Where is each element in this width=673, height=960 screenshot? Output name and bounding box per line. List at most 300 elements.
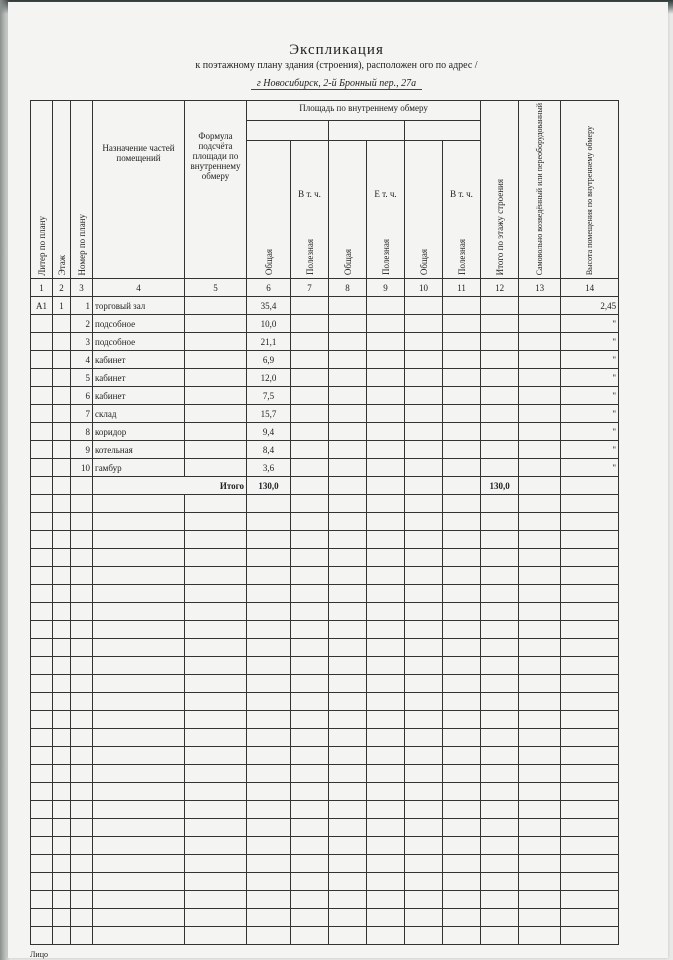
empty-cell (405, 405, 443, 423)
empty-cell (367, 351, 405, 369)
empty-cell (443, 423, 481, 441)
empty-cell (561, 855, 619, 873)
header-v-tch-2: В т. ч. Полезная (443, 141, 481, 279)
empty-cell (519, 351, 561, 369)
empty-cell (31, 837, 53, 855)
height-cell: " (561, 423, 619, 441)
empty-cell (291, 675, 329, 693)
empty-cell (519, 909, 561, 927)
empty-cell (71, 729, 93, 747)
empty-cell (561, 909, 619, 927)
empty-cell (405, 513, 443, 531)
empty-cell (53, 855, 71, 873)
empty-cell (185, 891, 247, 909)
empty-cell (367, 459, 405, 477)
empty-cell (519, 567, 561, 585)
empty-cell (519, 675, 561, 693)
empty-cell (561, 819, 619, 837)
empty-cell (443, 369, 481, 387)
empty-cell (519, 369, 561, 387)
empty-cell (329, 783, 367, 801)
empty-cell (31, 549, 53, 567)
empty-cell (561, 495, 619, 513)
empty-cell (53, 513, 71, 531)
header-v-tch-1: В т. ч. Полезная (291, 141, 329, 279)
etazh-cell (53, 459, 71, 477)
empty-cell (367, 297, 405, 315)
formula-cell (185, 459, 247, 477)
empty-row (31, 621, 619, 639)
formula-cell (185, 387, 247, 405)
empty-cell (561, 603, 619, 621)
empty-cell (367, 513, 405, 531)
empty-cell (31, 819, 53, 837)
empty-cell (561, 891, 619, 909)
empty-cell (519, 387, 561, 405)
header-etazh: Этаж (53, 101, 71, 279)
height-cell: " (561, 459, 619, 477)
empty-cell (247, 495, 291, 513)
explication-table (30, 100, 619, 945)
empty-cell (561, 549, 619, 567)
empty-row (31, 909, 619, 927)
empty-cell (367, 585, 405, 603)
nomer-cell: 7 (71, 405, 93, 423)
empty-cell (247, 837, 291, 855)
empty-cell (53, 837, 71, 855)
empty-cell (53, 873, 71, 891)
empty-cell (405, 855, 443, 873)
header-spacer-1 (247, 121, 329, 141)
empty-cell (93, 531, 185, 549)
empty-cell (367, 729, 405, 747)
empty-cell (367, 441, 405, 459)
empty-cell (561, 585, 619, 603)
empty-cell (481, 567, 519, 585)
naznachenie-cell: коридор (93, 423, 185, 441)
header-formula: Формула подсчёта площади по внутреннему обмеру (185, 101, 247, 279)
empty-cell (443, 441, 481, 459)
empty-cell (329, 621, 367, 639)
empty-cell (519, 297, 561, 315)
empty-cell (519, 837, 561, 855)
empty-cell (405, 927, 443, 945)
empty-cell (443, 747, 481, 765)
empty-cell (481, 441, 519, 459)
empty-cell (291, 315, 329, 333)
empty-row (31, 711, 619, 729)
empty-cell (93, 855, 185, 873)
empty-cell (561, 801, 619, 819)
empty-cell (329, 531, 367, 549)
empty-cell (561, 747, 619, 765)
empty-cell (31, 675, 53, 693)
empty-cell (53, 693, 71, 711)
empty-cell (481, 711, 519, 729)
empty-cell (247, 675, 291, 693)
empty-cell (53, 603, 71, 621)
empty-cell (329, 855, 367, 873)
etazh-cell: 1 (53, 297, 71, 315)
empty-cell (481, 585, 519, 603)
empty-cell (443, 513, 481, 531)
empty-cell (443, 333, 481, 351)
empty-cell (53, 567, 71, 585)
empty-cell (185, 801, 247, 819)
empty-cell (367, 567, 405, 585)
empty-row (31, 693, 619, 711)
empty-cell (519, 693, 561, 711)
empty-cell (405, 297, 443, 315)
empty-cell (481, 495, 519, 513)
empty-cell (31, 873, 53, 891)
total-area: 130,0 (247, 477, 291, 495)
empty-cell (185, 495, 247, 513)
empty-cell (481, 819, 519, 837)
empty-cell (93, 675, 185, 693)
empty-cell (561, 927, 619, 945)
empty-cell (443, 729, 481, 747)
empty-cell (291, 657, 329, 675)
empty-cell (329, 567, 367, 585)
empty-cell (405, 747, 443, 765)
empty-cell (443, 675, 481, 693)
etazh-cell (53, 333, 71, 351)
empty-cell (185, 819, 247, 837)
empty-cell (367, 333, 405, 351)
empty-cell (481, 729, 519, 747)
nomer-cell: 1 (71, 297, 93, 315)
empty-cell (561, 621, 619, 639)
empty-cell (247, 711, 291, 729)
empty-cell (405, 549, 443, 567)
empty-cell (561, 693, 619, 711)
empty-cell (31, 729, 53, 747)
empty-cell (53, 891, 71, 909)
header-nomer: Номер по плану (71, 101, 93, 279)
empty-cell (405, 441, 443, 459)
empty-cell (291, 621, 329, 639)
nomer-cell: 5 (71, 369, 93, 387)
empty-cell (291, 729, 329, 747)
empty-cell (367, 657, 405, 675)
empty-cell (53, 909, 71, 927)
table-row (31, 387, 619, 405)
empty-row (31, 657, 619, 675)
empty-cell (247, 657, 291, 675)
empty-row (31, 783, 619, 801)
empty-cell (185, 675, 247, 693)
empty-cell (443, 459, 481, 477)
empty-cell (519, 495, 561, 513)
empty-cell (71, 549, 93, 567)
empty-row (31, 675, 619, 693)
empty-cell (443, 531, 481, 549)
empty-cell (185, 855, 247, 873)
empty-cell (185, 531, 247, 549)
empty-cell (329, 675, 367, 693)
empty-cell (405, 531, 443, 549)
empty-cell (291, 783, 329, 801)
empty-cell (93, 513, 185, 531)
empty-cell (519, 315, 561, 333)
empty-cell (367, 711, 405, 729)
empty-cell (31, 639, 53, 657)
empty-cell (443, 783, 481, 801)
empty-cell (481, 639, 519, 657)
empty-row (31, 765, 619, 783)
etazh-cell (53, 423, 71, 441)
empty-cell (329, 351, 367, 369)
empty-cell (291, 855, 329, 873)
empty-cell (519, 459, 561, 477)
empty-cell (53, 801, 71, 819)
liter-cell: А1 (31, 297, 53, 315)
empty-cell (561, 729, 619, 747)
empty-cell (291, 351, 329, 369)
area-cell: 10,0 (247, 315, 291, 333)
empty-cell (329, 297, 367, 315)
empty-cell (367, 549, 405, 567)
empty-cell (291, 765, 329, 783)
empty-cell (291, 405, 329, 423)
empty-cell (481, 747, 519, 765)
empty-cell (519, 819, 561, 837)
empty-cell (31, 567, 53, 585)
empty-cell (443, 819, 481, 837)
empty-cell (367, 873, 405, 891)
empty-cell (481, 333, 519, 351)
naznachenie-cell: кабинет (93, 351, 185, 369)
empty-cell (329, 315, 367, 333)
naznachenie-cell: торговый зал (93, 297, 185, 315)
empty-cell (71, 693, 93, 711)
empty-cell (93, 693, 185, 711)
empty-cell (405, 693, 443, 711)
empty-cell (405, 567, 443, 585)
empty-cell (443, 549, 481, 567)
formula-cell (185, 441, 247, 459)
empty-cell (185, 747, 247, 765)
empty-cell (519, 801, 561, 819)
empty-cell (185, 765, 247, 783)
empty-cell (247, 729, 291, 747)
etazh-cell (53, 315, 71, 333)
empty-cell (71, 927, 93, 945)
empty-cell (329, 837, 367, 855)
empty-cell (291, 801, 329, 819)
empty-cell (367, 927, 405, 945)
empty-cell (329, 405, 367, 423)
empty-cell (93, 585, 185, 603)
empty-row (31, 603, 619, 621)
empty-cell (405, 837, 443, 855)
empty-cell (31, 531, 53, 549)
total-label: Итого (93, 477, 247, 495)
empty-cell (519, 513, 561, 531)
empty-cell (481, 765, 519, 783)
empty-cell (185, 693, 247, 711)
table-row (31, 405, 619, 423)
empty-cell (185, 621, 247, 639)
empty-cell (247, 909, 291, 927)
nomer-cell: 9 (71, 441, 93, 459)
empty-cell (185, 927, 247, 945)
empty-cell (291, 819, 329, 837)
empty-cell (519, 855, 561, 873)
naznachenie-cell: кабинет (93, 369, 185, 387)
empty-cell (71, 513, 93, 531)
empty-row (31, 585, 619, 603)
empty-cell (367, 315, 405, 333)
empty-cell (53, 531, 71, 549)
empty-cell (329, 585, 367, 603)
empty-cell (481, 387, 519, 405)
empty-cell (519, 711, 561, 729)
empty-cell (519, 531, 561, 549)
empty-cell (405, 333, 443, 351)
empty-cell (329, 495, 367, 513)
empty-cell (443, 603, 481, 621)
empty-cell (481, 423, 519, 441)
empty-cell (329, 711, 367, 729)
empty-cell (481, 909, 519, 927)
empty-cell (247, 639, 291, 657)
document-title: Экспликация (289, 42, 384, 58)
empty-cell (185, 729, 247, 747)
document-address: г Новосибирск, 2-й Бронный пер., 27а (0, 78, 673, 89)
empty-cell (405, 603, 443, 621)
empty-cell (329, 873, 367, 891)
empty-cell (247, 603, 291, 621)
table-row (31, 333, 619, 351)
area-cell: 9,4 (247, 423, 291, 441)
empty-cell (71, 495, 93, 513)
empty-cell (53, 765, 71, 783)
header-obshchaya-1: Общая (247, 141, 291, 279)
empty-cell (291, 369, 329, 387)
header-spacer-2 (329, 121, 405, 141)
empty-row (31, 747, 619, 765)
empty-cell (367, 603, 405, 621)
total-floor: 130,0 (481, 477, 519, 495)
empty-cell (329, 441, 367, 459)
empty-cell (329, 423, 367, 441)
empty-cell (561, 765, 619, 783)
etazh-cell (53, 387, 71, 405)
empty-cell (405, 801, 443, 819)
empty-cell (519, 783, 561, 801)
empty-cell (329, 603, 367, 621)
empty-cell (291, 567, 329, 585)
empty-cell (53, 657, 71, 675)
empty-cell (405, 657, 443, 675)
empty-cell (519, 765, 561, 783)
height-cell: " (561, 315, 619, 333)
liter-cell (31, 333, 53, 351)
empty-row (31, 513, 619, 531)
empty-cell (561, 639, 619, 657)
empty-cell (93, 783, 185, 801)
empty-cell (71, 585, 93, 603)
empty-cell (405, 315, 443, 333)
empty-cell (93, 495, 185, 513)
empty-cell (93, 909, 185, 927)
empty-cell (93, 567, 185, 585)
formula-cell (185, 351, 247, 369)
empty-row (31, 855, 619, 873)
height-cell: " (561, 387, 619, 405)
empty-cell (291, 297, 329, 315)
empty-cell (405, 495, 443, 513)
area-cell: 3,6 (247, 459, 291, 477)
area-cell: 35,4 (247, 297, 291, 315)
footer-note: Лицо (30, 950, 48, 959)
empty-cell (247, 801, 291, 819)
empty-cell (71, 657, 93, 675)
empty-cell (561, 531, 619, 549)
empty-cell (247, 927, 291, 945)
empty-cell (405, 621, 443, 639)
nomer-cell: 2 (71, 315, 93, 333)
empty-cell (367, 423, 405, 441)
empty-cell (481, 837, 519, 855)
empty-cell (519, 423, 561, 441)
empty-cell (443, 837, 481, 855)
area-cell: 6,9 (247, 351, 291, 369)
empty-cell (185, 711, 247, 729)
empty-cell (329, 801, 367, 819)
empty-cell (185, 657, 247, 675)
empty-cell (93, 927, 185, 945)
table-row (31, 315, 619, 333)
empty-cell (443, 585, 481, 603)
empty-cell (247, 549, 291, 567)
empty-cell (329, 747, 367, 765)
empty-cell (481, 549, 519, 567)
empty-cell (31, 657, 53, 675)
empty-cell (291, 891, 329, 909)
header-ploshchad: Площадь по внутреннему обмеру (247, 101, 481, 121)
liter-cell (31, 459, 53, 477)
liter-cell (31, 369, 53, 387)
empty-cell (31, 747, 53, 765)
empty-cell (185, 873, 247, 891)
empty-cell (185, 567, 247, 585)
empty-row (31, 819, 619, 837)
empty-cell (443, 855, 481, 873)
empty-cell (561, 675, 619, 693)
empty-cell (367, 531, 405, 549)
empty-cell (367, 675, 405, 693)
total-row (31, 477, 619, 495)
liter-cell (31, 351, 53, 369)
empty-cell (481, 657, 519, 675)
height-cell: " (561, 351, 619, 369)
empty-cell (53, 675, 71, 693)
empty-cell (519, 333, 561, 351)
empty-cell (443, 693, 481, 711)
empty-row (31, 873, 619, 891)
empty-cell (291, 639, 329, 657)
header-obshchaya-3: Общая (405, 141, 443, 279)
empty-cell (93, 819, 185, 837)
empty-cell (519, 405, 561, 423)
empty-cell (247, 819, 291, 837)
empty-cell (481, 297, 519, 315)
empty-cell (291, 693, 329, 711)
empty-cell (93, 801, 185, 819)
